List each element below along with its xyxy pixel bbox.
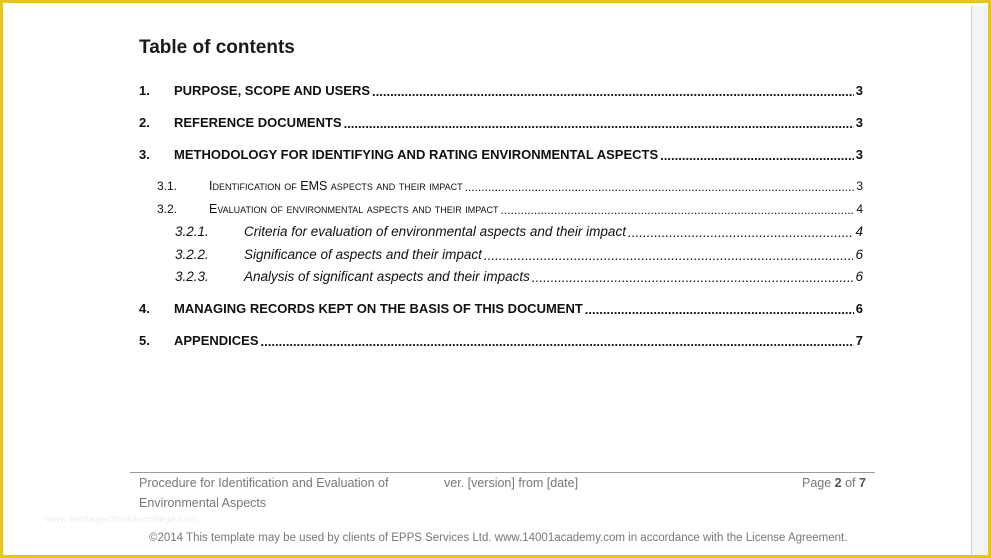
toc-leader-dots xyxy=(372,84,854,100)
toc-subsubentry[interactable] xyxy=(175,247,863,267)
toc-entry-number: 5. xyxy=(139,333,150,348)
toc-leader-dots xyxy=(660,148,854,164)
toc-entry-number: 3.2. xyxy=(157,202,178,216)
toc-entry-page: 4 xyxy=(855,224,863,239)
toc-entry-page: 7 xyxy=(855,333,863,348)
window-gutter xyxy=(972,6,991,558)
toc-leader-dots xyxy=(465,180,855,196)
toc-entry-page: 4 xyxy=(856,202,863,216)
toc-leader-dots xyxy=(344,116,854,132)
toc-leader-dots xyxy=(261,334,854,350)
page-of-label: of xyxy=(841,476,859,490)
toc-subentry[interactable] xyxy=(157,179,863,199)
toc-entry-text: METHODOLOGY FOR IDENTIFYING AND RATING ENVIRONMENTAL ASPECTS xyxy=(174,147,659,162)
toc-entry-page: 3 xyxy=(855,115,863,130)
toc-leader-dots xyxy=(532,270,854,286)
current-page: 2 xyxy=(834,476,842,490)
toc-entry-page: 6 xyxy=(855,269,863,284)
toc-entry-page: 6 xyxy=(855,301,863,316)
toc-leader-dots xyxy=(484,248,854,264)
page-label: Page xyxy=(802,476,835,490)
footer-document-title: Procedure for Identification and Evaluation of Environmental Aspects xyxy=(139,476,389,510)
toc-entry-text: REFERENCE DOCUMENTS xyxy=(174,115,342,130)
toc-entry-text: Analysis of significant aspects and their impacts xyxy=(244,269,530,284)
toc-entry-number: 3.1. xyxy=(157,179,178,193)
toc-entry-text: APPENDICES xyxy=(174,333,259,348)
document-page xyxy=(6,6,971,558)
toc-entry-text: PURPOSE, SCOPE AND USERS xyxy=(174,83,371,98)
toc-entry-text: Criteria for evaluation of environmental aspects and their impact xyxy=(244,224,626,239)
toc-entry-number: 3. xyxy=(139,147,150,162)
toc-subsubentry[interactable] xyxy=(175,224,863,244)
toc-entry[interactable] xyxy=(139,147,863,167)
footer-version: ver. [version] from [date] xyxy=(444,476,579,490)
toc-entry-page: 3 xyxy=(855,83,863,98)
toc-entry-number: 2. xyxy=(139,115,150,130)
toc-entry-number: 3.2.1. xyxy=(175,224,209,239)
toc-entry-number: 3.2.2. xyxy=(175,247,209,262)
toc-entry-text: Identification of EMS aspects and their impact xyxy=(209,179,463,193)
footer-copyright: ©2014 This template may be used by clients of EPPS Services Ltd. www.14001academy.com in accordance with the License Agreement. xyxy=(149,532,848,544)
toc-entry-page: 6 xyxy=(855,247,863,262)
toc-subsubentry[interactable] xyxy=(175,269,863,289)
watermark: www.heritagechristiancollege.com xyxy=(46,514,198,524)
toc-entry-text: Significance of aspects and their impact xyxy=(244,247,482,262)
toc-leader-dots xyxy=(585,302,854,318)
total-pages: 7 xyxy=(859,476,866,490)
toc-entry-text: Evaluation of environmental aspects and their impact xyxy=(209,202,499,216)
footer-page-number xyxy=(802,473,866,493)
toc-entry[interactable] xyxy=(139,333,863,353)
toc-entry[interactable] xyxy=(139,301,863,321)
toc-entry[interactable] xyxy=(139,115,863,135)
toc-leader-dots xyxy=(628,225,854,241)
toc-entry-number: 3.2.3. xyxy=(175,269,209,284)
toc-entry-text: MANAGING RECORDS KEPT ON THE BASIS OF THIS DOCUMENT xyxy=(174,301,583,316)
toc-entry-page: 3 xyxy=(856,179,863,193)
toc-subentry[interactable] xyxy=(157,202,863,222)
toc-entry-number: 4. xyxy=(139,301,150,316)
toc-entry[interactable] xyxy=(139,83,863,103)
toc-entry-number: 1. xyxy=(139,83,150,98)
toc-entry-page: 3 xyxy=(855,147,863,162)
toc-title: Table of contents xyxy=(139,37,295,58)
toc-leader-dots xyxy=(501,203,855,219)
